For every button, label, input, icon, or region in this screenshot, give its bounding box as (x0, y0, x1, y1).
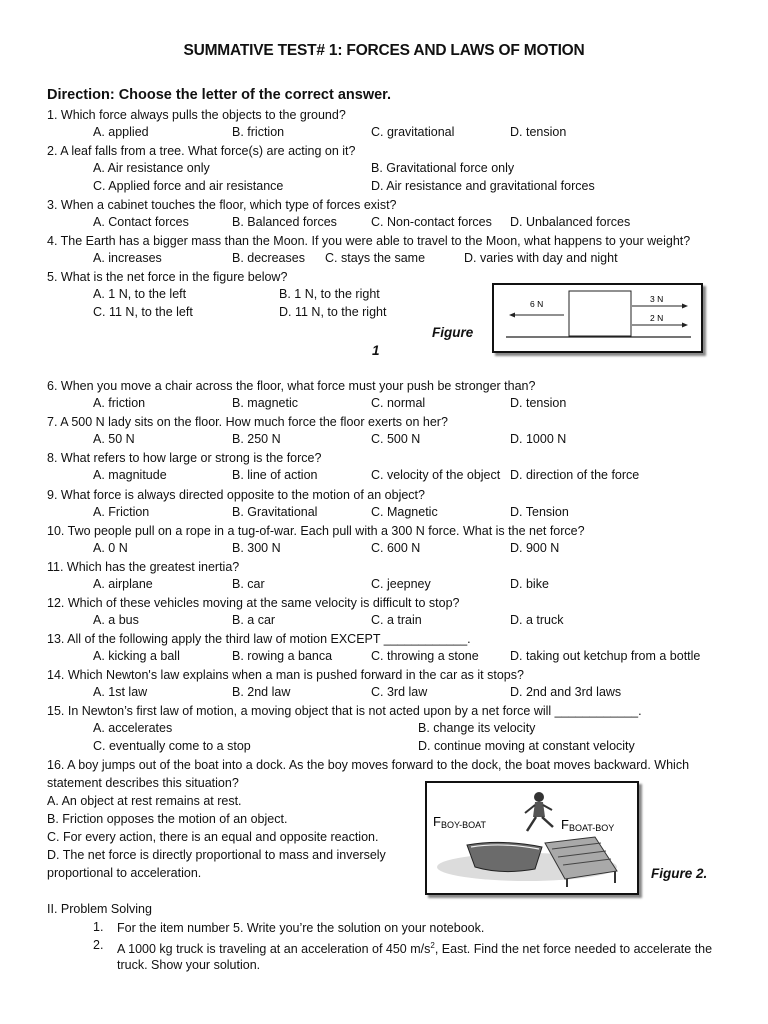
question-4-option-a[interactable]: A. increases (93, 251, 162, 265)
question-16-line-2: statement describes this situation? (47, 776, 239, 790)
question-10-text: 10. Two people pull on a rope in a tug-of-war. Each pull with a 300 N force. What is the net force? (47, 524, 585, 538)
question-1-text: 1. Which force always pulls the objects to the ground? (47, 108, 346, 122)
question-5-text: 5. What is the net force in the figure below? (47, 270, 288, 284)
question-3-option-d[interactable]: D. Unbalanced forces (510, 215, 631, 229)
question-15-option-a[interactable]: A. accelerates (93, 721, 173, 735)
question-13-text: 13. All of the following apply the third law of motion EXCEPT ____________. (47, 632, 471, 646)
question-15-option-d[interactable]: D. continue moving at constant velocity (418, 739, 635, 753)
question-12-option-b[interactable]: B. a car (232, 613, 276, 627)
question-7-text: 7. A 500 N lady sits on the floor. How much force the floor exerts on her? (47, 415, 448, 429)
question-5-option-c[interactable]: C. 11 N, to the left (93, 305, 193, 319)
question-15-text: 15. In Newton’s first law of motion, a moving object that is not acted upon by a net force will ____________. (47, 704, 642, 718)
question-11-option-c[interactable]: C. jeepney (371, 577, 431, 591)
arrowhead-left (509, 313, 515, 318)
question-14-option-c[interactable]: C. 3rd law (371, 685, 428, 699)
question-9-option-c[interactable]: C. Magnetic (371, 505, 438, 519)
figure-2-caption: Figure 2. (651, 866, 708, 881)
question-3-option-b[interactable]: B. Balanced forces (232, 215, 337, 229)
boy-body (533, 802, 545, 817)
boy-leg-front (542, 817, 553, 827)
boat-dock-svg (427, 783, 637, 893)
question-14-option-b[interactable]: B. 2nd law (232, 685, 291, 699)
question-6-option-c[interactable]: C. normal (371, 396, 426, 410)
question-11-option-d[interactable]: D. bike (510, 577, 549, 591)
question-16-option-a[interactable]: A. An object at rest remains at rest. (47, 794, 242, 808)
figure-1-caption: Figure (432, 325, 474, 340)
question-15-option-c[interactable]: C. eventually come to a stop (93, 739, 251, 753)
question-8-option-d[interactable]: D. direction of the force (510, 468, 640, 482)
question-1-option-c[interactable]: C. gravitational (371, 125, 455, 139)
question-5-option-a[interactable]: A. 1 N, to the left (93, 287, 187, 301)
label-f-boat-boy: FBOAT-BOY (561, 817, 615, 833)
question-7-option-b[interactable]: B. 250 N (232, 432, 281, 446)
boy-head (534, 792, 544, 802)
figure-2-picture (425, 781, 639, 895)
question-6-option-b[interactable]: B. magnetic (232, 396, 299, 410)
question-10-option-d[interactable]: D. 900 N (510, 541, 560, 555)
question-3-option-a[interactable]: A. Contact forces (93, 215, 189, 229)
question-6-option-d[interactable]: D. tension (510, 396, 567, 410)
question-4-option-b[interactable]: B. decreases (232, 251, 305, 265)
question-11-option-b[interactable]: B. car (232, 577, 265, 591)
arrowhead-right-bottom (682, 323, 688, 328)
force-diagram-svg (494, 285, 701, 351)
question-13-option-c[interactable]: C. throwing a stone (371, 649, 479, 663)
question-9-option-b[interactable]: B. Gravitational (232, 505, 318, 519)
question-2-option-b[interactable]: B. Gravitational force only (371, 161, 515, 175)
label-f-boy-boat: FBOY-BOAT (433, 814, 486, 830)
question-9-option-d[interactable]: D. Tension (510, 505, 569, 519)
question-11-option-a[interactable]: A. airplane (93, 577, 153, 591)
question-16-option-c[interactable]: C. For every action, there is an equal and opposite reaction. (47, 830, 379, 844)
question-7-option-c[interactable]: C. 500 N (371, 432, 421, 446)
problem-2-text: A 1000 kg truck is traveling at an acceleration of 450 $m/s^2$, East. Find the net force needed to accelerate the (117, 941, 713, 957)
problem-2-text-cont: truck. Show your solution. (117, 958, 261, 972)
question-13-option-d[interactable]: D. taking out ketchup from a bottle (510, 649, 701, 663)
question-12-option-c[interactable]: C. a train (371, 613, 422, 627)
question-1-option-d[interactable]: D. tension (510, 125, 567, 139)
question-16-option-d[interactable]: D. The net force is directly proportional to mass and inversely (47, 848, 386, 862)
question-16-line-1: 16. A boy jumps out of the boat into a dock. As the boy moves forward to the dock, the boat moves backward. Which (47, 758, 690, 772)
figure-1-diagram (492, 283, 703, 353)
question-4-option-c[interactable]: C. stays the same (325, 251, 426, 265)
question-8-option-b[interactable]: B. line of action (232, 468, 318, 482)
question-5-option-b[interactable]: B. 1 N, to the right (279, 287, 380, 301)
question-4-option-d[interactable]: D. varies with day and night (464, 251, 618, 265)
question-1-option-a[interactable]: A. applied (93, 125, 149, 139)
question-2-option-d[interactable]: D. Air resistance and gravitational forces (371, 179, 595, 193)
question-6-option-a[interactable]: A. friction (93, 396, 146, 410)
question-2-option-c[interactable]: C. Applied force and air resistance (93, 179, 284, 193)
question-9-text: 9. What force is always directed opposite to the motion of an object? (47, 488, 425, 502)
question-15-option-b[interactable]: B. change its velocity (418, 721, 536, 735)
question-10-option-b[interactable]: B. 300 N (232, 541, 281, 555)
question-13-option-b[interactable]: B. rowing a banca (232, 649, 333, 663)
label-3n: 3 N (650, 294, 664, 304)
problem-2-number: 2. (93, 938, 104, 952)
boy-arm-front (543, 805, 552, 810)
problem-1-number: 1. (93, 920, 104, 934)
question-6-text: 6. When you move a chair across the floor, what force must your push be stronger than? (47, 379, 536, 393)
question-16-option-d-cont: proportional to acceleration. (47, 866, 202, 880)
figure-1-caption-number: 1 (372, 343, 380, 358)
question-2-text: 2. A leaf falls from a tree. What force(s) are acting on it? (47, 144, 356, 158)
problem-1-text: For the item number 5. Write you’re the solution on your notebook. (117, 921, 485, 935)
question-14-option-d[interactable]: D. 2nd and 3rd laws (510, 685, 622, 699)
question-12-option-d[interactable]: D. a truck (510, 613, 564, 627)
question-11-text: 11. Which has the greatest inertia? (47, 560, 240, 574)
question-13-option-a[interactable]: A. kicking a ball (93, 649, 180, 663)
boy-leg-back (527, 817, 536, 831)
question-8-text: 8. What refers to how large or strong is the force? (47, 451, 322, 465)
block-shape (569, 291, 631, 336)
question-8-option-a[interactable]: A. magnitude (93, 468, 167, 482)
page-title: SUMMATIVE TEST# 1: FORCES AND LAWS OF MOTION (183, 42, 585, 59)
question-7-option-a[interactable]: A. 50 N (93, 432, 135, 446)
question-2-option-a[interactable]: A. Air resistance only (93, 161, 210, 175)
question-10-option-a[interactable]: A. 0 N (93, 541, 128, 555)
question-9-option-a[interactable]: A. Friction (93, 505, 150, 519)
question-14-text: 14. Which Newton's law explains when a man is pushed forward in the car as it stops? (47, 668, 524, 682)
question-3-text: 3. When a cabinet touches the floor, which type of forces exist? (47, 198, 397, 212)
label-2n: 2 N (650, 313, 664, 323)
boy-arm-back (525, 805, 535, 813)
question-16-option-b[interactable]: B. Friction opposes the motion of an object. (47, 812, 288, 826)
arrowhead-right-top (682, 304, 688, 309)
question-3-option-c[interactable]: C. Non-contact forces (371, 215, 492, 229)
question-4-text: 4. The Earth has a bigger mass than the Moon. If you were able to travel to the Moon, what happens to your weight? (47, 234, 691, 248)
question-1-option-b[interactable]: B. friction (232, 125, 285, 139)
question-7-option-d[interactable]: D. 1000 N (510, 432, 567, 446)
problem-solving-heading: II. Problem Solving (47, 902, 152, 916)
question-14-option-a[interactable]: A. 1st law (93, 685, 148, 699)
question-10-option-c[interactable]: C. 600 N (371, 541, 421, 555)
question-5-option-d[interactable]: D. 11 N, to the right (279, 305, 387, 319)
direction-text: Direction: Choose the letter of the correct answer. (47, 87, 392, 103)
question-12-text: 12. Which of these vehicles moving at the same velocity is difficult to stop? (47, 596, 460, 610)
boat-shape (467, 842, 542, 871)
question-8-option-c[interactable]: C. velocity of the object (371, 468, 501, 482)
question-12-option-a[interactable]: A. a bus (93, 613, 139, 627)
label-6n: 6 N (530, 299, 544, 309)
